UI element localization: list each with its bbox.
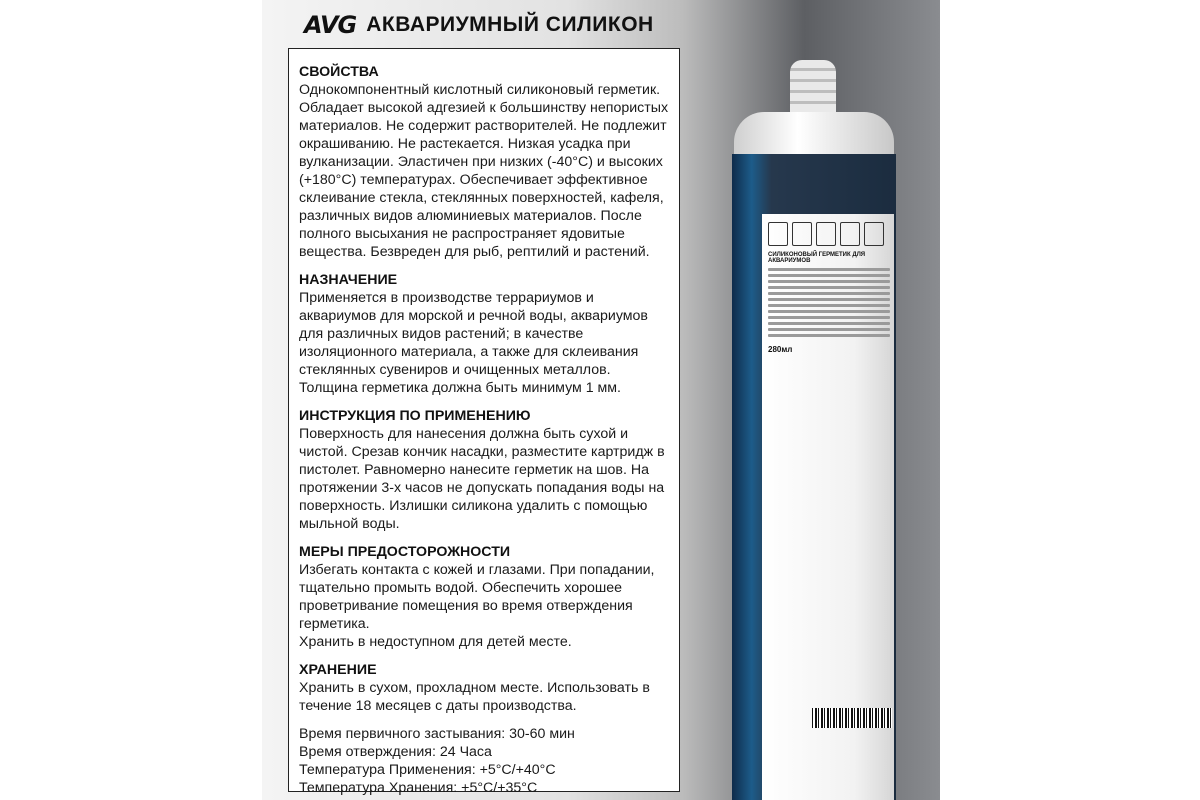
section-body: Применяется в производстве террариумов и аквариумов для морской и речной воды, аквариумов для различных видов растений; в качестве изоляционного материала, а также для склеивания стеклянных сувениров и очищенных металлов. Толщина герметика должна быть минимум 1 мм.	[299, 290, 648, 396]
label-text-line	[768, 322, 890, 325]
section-body: Однокомпонентный кислотный силиконовый герметик. Обладает высокой адгезией к большинству непористых материалов. Не содержит растворителей. Не подлежит окрашиванию. Не растекается. Низкая усадка при вулканизации. Эластичен при низких (-40°С) и высоких (+180°С) температурах. Обеспечивает эффективное склеивание стекла, стеклянных поверхностей, кафеля, различных видов алюминиевых материалов. После полного высыхания не распространяет ядовитые вещества. Безвреден для рыб, рептилий и растений.	[299, 82, 669, 260]
section-purpose	[299, 271, 671, 397]
product-tube-image	[728, 60, 900, 800]
label-text-line	[768, 334, 890, 337]
header	[304, 8, 654, 42]
section-heading: СВОЙСТВА	[299, 64, 379, 80]
section-storage	[299, 661, 671, 715]
label-text-line	[768, 304, 890, 307]
tube-volume: 280мл	[768, 345, 793, 354]
label-text-line	[768, 310, 890, 313]
usage-icons	[768, 222, 890, 246]
cartridge-icon	[768, 222, 788, 246]
tube-label-title: СИЛИКОНОВЫЙ ГЕРМЕТИК ДЛЯ АКВАРИУМОВ	[768, 252, 866, 264]
label-text-line	[768, 286, 890, 289]
barcode	[812, 708, 892, 728]
label-text-line	[768, 298, 890, 301]
apply-icon	[864, 222, 884, 246]
section-heading: ИНСТРУКЦИЯ ПО ПРИМЕНЕНИЮ	[299, 408, 531, 424]
section-precautions	[299, 543, 671, 651]
label-text-line	[768, 280, 890, 283]
label-text-line	[768, 328, 890, 331]
tube-label	[762, 214, 894, 800]
nozzle-icon	[792, 222, 812, 246]
label-text-line	[768, 316, 890, 319]
label-text-line	[768, 274, 890, 277]
cut-icon	[816, 222, 836, 246]
section-body: Хранить в сухом, прохладном месте. Использовать в течение 18 месяцев с даты производства.	[299, 680, 650, 714]
label-text-line	[768, 268, 890, 271]
section-body: Избегать контакта с кожей и глазами. При попадании, тщательно промыть водой. Обеспечить хорошее проветривание помещения во время отверждения герметика. Хранить в недоступном для детей месте.	[299, 562, 655, 650]
tube-shoulder	[734, 112, 894, 158]
page-title: АКВАРИУМНЫЙ СИЛИКОН	[366, 13, 654, 36]
label-text-line	[768, 292, 890, 295]
section-instructions	[299, 407, 671, 533]
section-properties	[299, 63, 671, 261]
section-heading: НАЗНАЧЕНИЕ	[299, 272, 398, 288]
brand-logo: AVG	[304, 11, 357, 39]
section-body: Поверхность для нанесения должна быть сухой и чистой. Срезав кончик насадки, разместите картридж в пистолет. Равномерно нанесите герметик на шов. На протяжении 3-х часов не допускать попадания воды на поверхность. Излишки силикона удалить с помощью мыльной воды.	[299, 426, 665, 532]
tube-body	[732, 154, 896, 800]
cure-times: Время первичного застывания: 30-60 мин Время отверждения: 24 Часа Температура Применения: +5°С/+40°С Температура Хранения: +5°С/+35°С	[299, 726, 575, 796]
description-box	[288, 48, 680, 796]
gun-icon	[840, 222, 860, 246]
tube-nozzle	[790, 60, 836, 120]
section-heading: МЕРЫ ПРЕДОСТОРОЖНОСТИ	[299, 544, 511, 560]
section-heading: ХРАНЕНИЕ	[299, 662, 377, 678]
